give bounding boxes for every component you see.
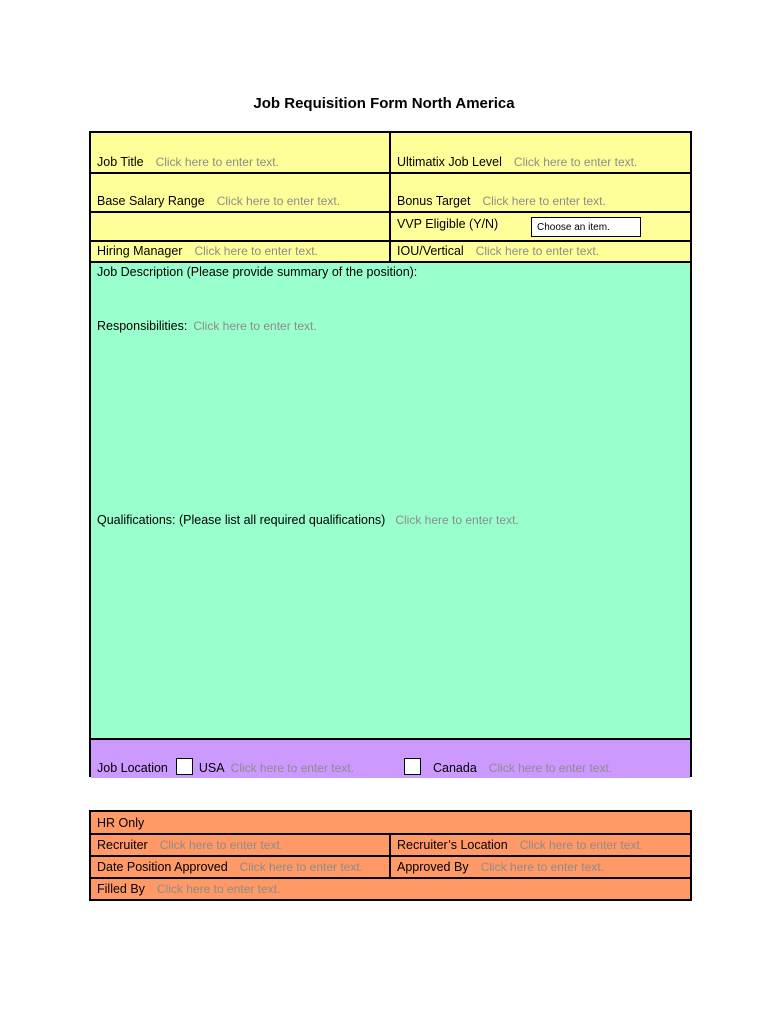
hr-approval-row xyxy=(91,857,690,879)
vvp-dropdown[interactable]: Choose an item. xyxy=(531,217,641,237)
job-level-input[interactable]: Click here to enter text. xyxy=(513,155,638,169)
qualifications-input[interactable]: Click here to enter text. xyxy=(395,513,519,527)
form-title: Job Requisition Form North America xyxy=(253,95,515,112)
filled-by-label: Filled By xyxy=(97,882,145,896)
responsibilities-input[interactable]: Click here to enter text. xyxy=(193,319,317,333)
hr-header: HR Only xyxy=(97,816,145,830)
row-job-location xyxy=(91,740,690,778)
date-approved-input[interactable]: Click here to enter text. xyxy=(239,860,364,874)
recruiter-label: Recruiter xyxy=(97,838,148,852)
recruiter-cell xyxy=(91,835,391,855)
salary-cell xyxy=(91,174,391,211)
hr-header-row xyxy=(91,812,690,835)
hr-recruiter-row xyxy=(91,835,690,857)
job-level-label: Ultimatix Job Level xyxy=(397,155,502,169)
date-approved-label: Date Position Approved xyxy=(97,860,228,874)
job-location-cell xyxy=(91,740,690,778)
salary-input[interactable]: Click here to enter text. xyxy=(216,194,341,208)
hiring-manager-input[interactable]: Click here to enter text. xyxy=(194,244,318,258)
recruiter-location-input[interactable]: Click here to enter text. xyxy=(519,838,644,852)
usa-checkbox[interactable] xyxy=(176,758,193,775)
row-vvp xyxy=(91,213,690,242)
row-job-title xyxy=(91,133,690,174)
job-requisition-form xyxy=(89,131,692,777)
canada-label: Canada xyxy=(432,761,477,775)
hr-filled-row xyxy=(91,879,690,899)
job-level-cell xyxy=(391,133,690,172)
approved-by-cell xyxy=(391,857,690,877)
iou-label: IOU/Vertical xyxy=(397,244,464,258)
hiring-manager-cell xyxy=(91,242,391,261)
empty-cell xyxy=(91,213,391,240)
row-salary xyxy=(91,174,690,213)
hr-header-cell xyxy=(91,812,690,833)
bonus-label: Bonus Target xyxy=(397,194,471,208)
job-location-label: Job Location xyxy=(97,761,168,775)
salary-label: Base Salary Range xyxy=(97,194,205,208)
usa-input[interactable]: Click here to enter text. xyxy=(230,761,354,775)
bonus-cell xyxy=(391,174,690,211)
hiring-manager-label: Hiring Manager xyxy=(97,244,183,258)
job-description-section xyxy=(91,263,690,740)
hr-only-form xyxy=(89,810,692,901)
filled-by-cell xyxy=(91,879,690,899)
qualifications-label: Qualifications: (Please list all required qualifications) xyxy=(97,513,386,527)
responsibilities-label: Responsibilities: xyxy=(97,319,188,333)
recruiter-location-label: Recruiter’s Location xyxy=(397,838,508,852)
job-description-label: Job Description (Please provide summary of the position): xyxy=(97,265,418,279)
vvp-label: VVP Eligible (Y/N) xyxy=(397,216,499,231)
iou-cell xyxy=(391,242,690,261)
bonus-input[interactable]: Click here to enter text. xyxy=(482,194,606,208)
job-title-cell xyxy=(91,133,391,172)
recruiter-input[interactable]: Click here to enter text. xyxy=(159,838,284,852)
job-title-input[interactable]: Click here to enter text. xyxy=(155,155,279,169)
recruiter-location-cell xyxy=(391,835,690,855)
canada-checkbox[interactable] xyxy=(404,758,421,775)
responsibilities-row xyxy=(97,319,317,333)
filled-by-input[interactable]: Click here to enter text. xyxy=(156,882,281,896)
date-approved-cell xyxy=(91,857,391,877)
approved-by-label: Approved By xyxy=(397,860,469,874)
row-hiring xyxy=(91,242,690,263)
job-title-label: Job Title xyxy=(97,155,144,169)
canada-input[interactable]: Click here to enter text. xyxy=(488,761,613,775)
vvp-cell xyxy=(391,213,690,240)
approved-by-input[interactable]: Click here to enter text. xyxy=(480,860,604,874)
usa-label: USA xyxy=(198,761,225,775)
iou-input[interactable]: Click here to enter text. xyxy=(475,244,600,258)
qualifications-row xyxy=(97,513,519,527)
